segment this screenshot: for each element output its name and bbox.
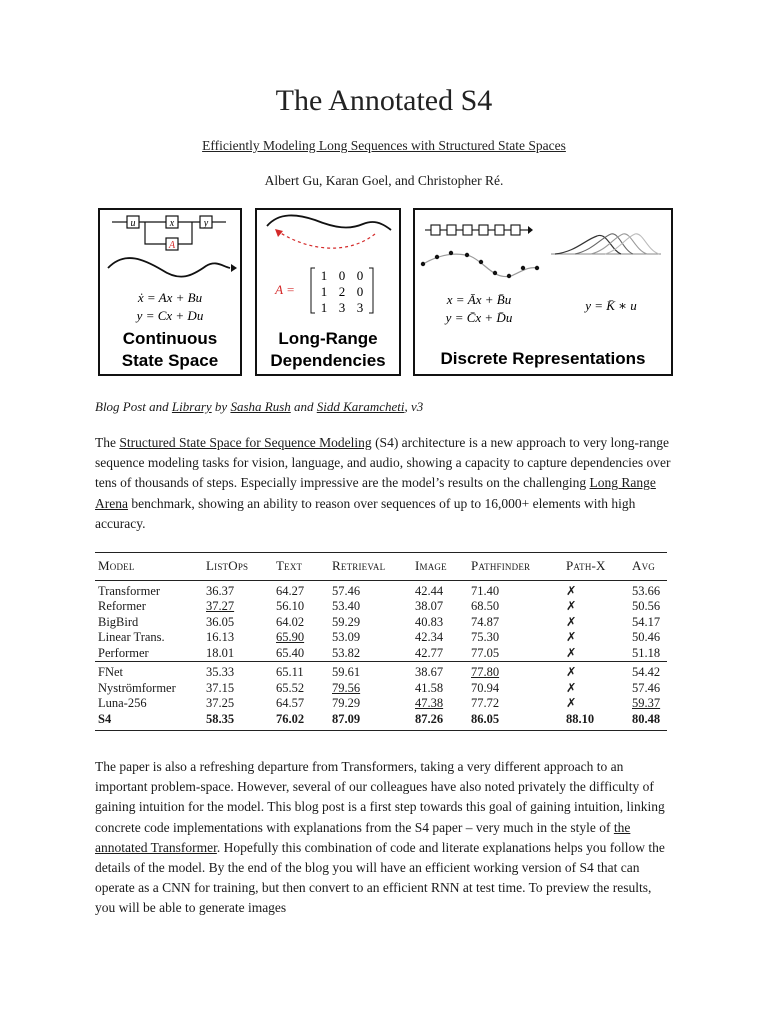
column-header: Model [95,553,203,581]
matrix-cell: 0 [338,268,346,283]
score-cell: 38.07 [415,599,444,613]
score-cell: 16.13 [206,630,235,644]
table-row [95,696,667,712]
subtitle-link[interactable]: Efficiently Modeling Long Sequences with Structured State Spaces [202,138,566,153]
score-cell: 68.50 [471,599,500,613]
discrete-eq3: y = K̄ ∗ u [585,298,637,313]
score-cell: 42.44 [415,583,444,598]
table-row [95,615,667,631]
score-cell: ✗ [566,583,577,598]
table-row [95,646,667,662]
score-cell: 70.94 [471,680,500,695]
score-cell: ✗ [566,630,577,644]
table-row [95,630,667,646]
block-u: u [130,218,136,229]
column-header: Avg [629,553,667,581]
table-header-row [95,553,667,581]
authors: Albert Gu, Karan Goel, and Christopher Ré. [264,173,504,188]
long-range-arena-link[interactable]: Long Range Arena [95,475,656,511]
score-cell: ✗ [566,645,577,660]
continuous-eq2: y = Cx + Du [136,308,204,323]
discrete-eq1: x = Āx + B̄u [446,292,512,307]
body-paragraph [95,757,675,919]
score-cell: ✗ [566,696,577,710]
long-range-label-1: Long-Range [278,329,378,348]
score-cell: 87.09 [329,712,412,731]
table-row [95,599,667,615]
score-cell: 50.56 [632,599,661,613]
s4-paper-link[interactable]: Structured State Space for Sequence Modeling [119,435,372,450]
matrix-cell: 3 [338,300,346,315]
table-row [95,712,667,731]
body-text-1: The paper is also a refreshing departure from Transformers, taking a very different approach to an important problem-space. However, several of our colleagues have also noted privately the difficulty of gaining intuition for the model. This blog post is a first step towards this goal of gaining intuition, linking concrete code implementations with explanations from the S4 paper – very much in the style of [95,759,665,835]
score-cell: 54.17 [632,614,661,629]
score-cell: 77.72 [471,696,500,710]
page-title: The Annotated S4 [275,84,493,117]
matrix-cell: 0 [356,268,364,283]
score-cell: 54.42 [629,662,667,681]
column-header: Text [273,553,329,581]
score-cell: 53.82 [332,645,361,660]
byline [95,399,423,415]
intro-text-2: (S4) architecture is a new approach to very long-range sequence modeling tasks for vision, language, and audio, showing a capacity to capture dependencies over tens of thousands of steps. Especially impressive are the model’s results on the challenging [95,435,671,491]
matrix-label: A = [275,282,295,297]
block-x: x [169,218,175,229]
column-header: Path-X [563,553,629,581]
figure-panel-discrete [413,208,673,376]
score-cell: 41.58 [415,680,444,695]
model-name-cell: Performer [98,645,149,660]
score-cell: ✗ [566,599,577,613]
score-cell: 79.29 [332,696,361,710]
block-y: y [203,218,209,229]
score-cell: 65.52 [276,680,305,695]
score-cell: 53.40 [332,599,361,613]
score-cell: 57.46 [632,680,661,695]
model-name-cell: S4 [95,712,203,731]
score-cell: 40.83 [415,614,444,629]
score-cell: 59.61 [329,662,412,681]
score-cell: 38.67 [412,662,468,681]
continuous-label-2: State Space [121,351,219,370]
score-cell: 36.37 [206,583,235,598]
score-cell: 87.26 [412,712,468,731]
score-cell: 51.18 [632,645,661,660]
score-cell: ✗ [566,680,577,695]
intro-paragraph [95,433,675,534]
byline-text-1: Blog Post and [95,399,172,414]
score-cell: 64.57 [276,696,305,710]
model-name-cell: BigBird [98,614,139,629]
score-cell: 56.10 [276,599,305,613]
score-cell: 65.11 [273,662,329,681]
matrix-cell: 1 [320,268,328,283]
intro-text-1: The [95,435,120,450]
matrix-cell: 2 [338,284,346,299]
score-cell: ✗ [563,662,629,681]
score-cell: 42.34 [415,630,444,644]
byline-text-3: and [290,399,317,414]
matrix-cell: 3 [356,300,364,315]
continuous-label-1: Continuous [122,329,218,348]
score-cell: 47.38 [415,696,444,710]
model-name-cell: Transformer [98,583,161,598]
discrete-eq2: y = C̄x + D̄u [445,310,513,325]
score-cell: 37.25 [206,696,235,710]
score-cell: 36.05 [206,614,235,629]
score-cell: 65.40 [276,645,305,660]
matrix-cell: 0 [356,284,364,299]
score-cell: 75.30 [471,630,500,644]
score-cell: 35.33 [203,662,273,681]
score-cell: 59.29 [332,614,361,629]
score-cell: 42.77 [415,645,444,660]
table-row [95,662,667,681]
score-cell: 37.27 [206,599,235,613]
model-name-cell: Luna-256 [98,696,147,710]
model-name-cell: Nyströmformer [98,680,176,695]
model-name-cell: Linear Trans. [98,630,165,644]
figure-panel-continuous [98,208,242,376]
score-cell: 57.46 [332,583,361,598]
score-cell: 74.87 [471,614,500,629]
matrix-cell: 1 [320,300,328,315]
score-cell: 79.56 [332,680,361,695]
body-text-2: . Hopefully this combination of code and literate explanations helps you follow the details of the model. By the end of the blog you will have an efficient working version of S4 that can operate as a CNN for training, but then convert to an efficient RNN at test time. To preview the results, you will be able to generate images [95,839,665,916]
discrete-label: Discrete Representations [440,349,646,368]
library-link[interactable]: Library [171,399,212,414]
sidd-karamcheti-link[interactable]: Sidd Karamcheti [316,399,405,414]
long-range-label-2: Dependencies [270,351,386,370]
table-row [95,580,667,599]
byline-version: , v3 [404,399,424,414]
score-cell: ✗ [566,614,577,629]
model-name-cell: FNet [95,662,203,681]
score-cell: 80.48 [629,712,667,731]
column-header: ListOps [203,553,273,581]
score-cell: 77.80 [468,662,563,681]
score-cell: 59.37 [632,696,661,710]
column-header: Pathfinder [468,553,563,581]
column-header: Image [412,553,468,581]
score-cell: 65.90 [276,630,305,644]
score-cell: 76.02 [273,712,329,731]
model-name-cell: Reformer [98,599,146,613]
score-cell: 86.05 [468,712,563,731]
table-row [95,681,667,697]
score-cell: 37.15 [206,680,235,695]
score-cell: 64.02 [276,614,305,629]
score-cell: 53.66 [632,583,661,598]
score-cell: 88.10 [563,712,629,731]
sasha-rush-link[interactable]: Sasha Rush [230,399,291,414]
table-body [95,580,667,731]
column-header: Retrieval [329,553,412,581]
intro-text-3: benchmark, showing an ability to reason over sequences of up to 16,000+ elements with high accuracy. [95,495,636,531]
score-cell: 64.27 [276,583,305,598]
continuous-eq1: ẋ = Ax + Bu [137,290,203,305]
annotated-transformer-link[interactable]: the annotated Transformer [95,819,631,855]
score-cell: 50.46 [632,630,661,644]
score-cell: 58.35 [203,712,273,731]
results-table [95,552,667,731]
score-cell: 18.01 [206,645,235,660]
block-a: A [168,240,176,251]
score-cell: 77.05 [471,645,500,660]
byline-text-2: by [211,399,231,414]
figure-panel-long-range [255,208,401,376]
score-cell: 53.09 [332,630,361,644]
score-cell: 71.40 [471,583,500,598]
matrix-cell: 1 [320,284,328,299]
